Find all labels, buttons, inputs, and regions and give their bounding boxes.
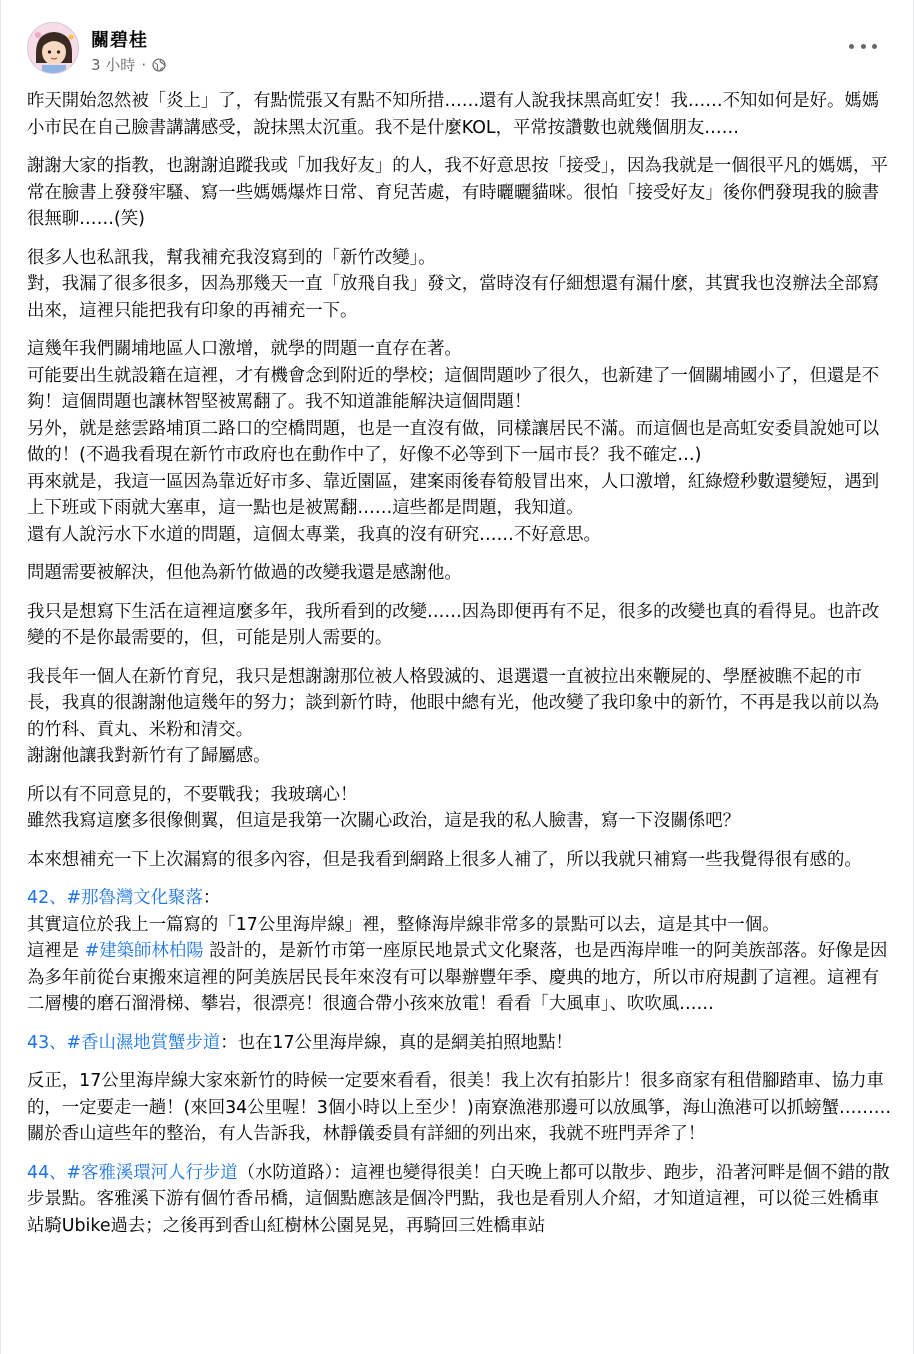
text-line: ： [202,888,221,908]
paragraph [27,599,893,652]
more-options-button[interactable] [849,36,877,56]
text-line: （水防道路）：這裡也變得很美！白天晚上都可以散步、跑步，沿著河畔是個不錯的散步景點。客雅溪下游有個竹香吊橋，這個點應該是個冷門點，我也是看別人介紹，才知道這裡，可以從三姓橋車站騎Ubike過去；之後再到香山紅樹林公園晃晃，再騎回三姓橋車站 [27,1162,890,1236]
avatar-illustration-icon [28,23,79,74]
text-line: 還有人說污水下水道的問題，這個太專業，我真的沒有研究……不好意思。 [27,524,601,545]
paragraph [27,153,893,233]
text-line: 問題需要被解決，但他為新竹做過的改變我還是感謝他。 [27,563,462,583]
hashtag-link[interactable]: #那魯灣文化聚落 [66,888,203,908]
hashtag-link[interactable]: #建築師林柏陽 [84,941,204,961]
more-dot [861,44,866,49]
paragraph [27,782,893,835]
list-item-44 [27,1160,893,1240]
post-meta [91,54,166,75]
text-line: 所以有不同意見的，不要戰我；我玻璃心！ [27,784,358,805]
text-line: 很多人也私訊我，幫我補充我沒寫到的「新竹改變」。 [27,247,436,268]
text-line: 我長年一個人在新竹育兒，我只是想謝謝那位被人格毀滅的、退選還一直被拉出來鞭屍的、學歷被瞧不起的市長，我真的很謝謝他這幾年的努力；談到新竹時，他眼中總有光，他改變了我印象中的新竹，不再是我以前以為的竹科、貢丸、米粉和清交。 [27,666,880,740]
globe-icon[interactable] [152,58,166,72]
paragraph [27,560,893,587]
paragraph [27,1068,893,1148]
text-line: 反正，17公里海岸線大家來新竹的時候一定要來看看，很美！我上次有拍影片！很多商家有租借腳踏車、協力車的，一定要走一趟！(來回34公里喔！3個小時以上至少！)南寮漁港那邊可以放風箏，海山漁港可以抓螃蟹……… [27,1071,892,1118]
hashtag-link[interactable]: #客雅溪環河人行步道 [66,1162,238,1183]
text-line: 謝謝他讓我對新竹有了歸屬感。 [27,746,271,766]
text-line: 這幾年我們關埔地區人口激增，就學的問題一直存在著。 [27,339,462,359]
more-dot [872,44,877,49]
list-item-42 [27,885,893,1018]
post-body [27,88,893,1251]
text-line: 對，我漏了很多很多，因為那幾天一直「放飛自我」發文，當時沒有仔細想還有漏什麼，其實我也沒辦法全部寫出來，這裡只能把我有印象的再補充一下。 [27,274,880,321]
meta-separator: · [141,55,147,74]
text-line: 這裡是 [27,941,85,961]
paragraph [27,336,893,548]
text-line: 再來就是，我這一區因為靠近好市多、靠近園區，建案雨後春筍般冒出來，人口激增，紅綠燈秒數還變短，遇到上下班或下雨就大塞車，這一點也是被罵翻……這些都是問題，我知道。 [27,471,880,518]
post-time[interactable]: 3 小時 [91,56,136,74]
item-number: 44、 [27,1162,67,1183]
paragraph [27,664,893,770]
list-item-43 [27,1030,893,1057]
text-line: 可能要出生就設籍在這裡，才有機會念到附近的學校；這個問題吵了很久，也新建了一個關埔國小了，但還是不夠！這個問題也讓林智堅被罵翻了。我不知道誰能解決這個問題！ [27,365,880,412]
text-line: ：也在17公里海岸線，真的是網美拍照地點！ [220,1032,573,1053]
author-name[interactable]: 關碧桂 [91,30,148,51]
more-dot [849,44,854,49]
avatar[interactable] [27,22,79,74]
paragraph [27,847,893,874]
paragraph [27,245,893,325]
text-line: 另外，就是慈雲路埔頂二路口的空橋問題，也是一直沒有做，同樣讓居民不滿。而這個也是高虹安委員說她可以做的！(不過我看現在新竹市政府也在動作中了，好像不必等到下一屆市長？我不確定…) [27,418,880,465]
text-line: 本來想補充一下上次漏寫的很多內容，但是我看到網路上很多人補了，所以我就只補寫一些我覺得很有感的。 [27,849,862,870]
post-header [27,22,887,78]
text-line: 關於香山這些年的整治，有人告訴我，林靜儀委員有詳細的列出來，我就不班門弄斧了！ [27,1124,706,1144]
item-number: 42、 [27,888,67,908]
text-line: 雖然我寫這麼多很像側翼，但這是我第一次關心政治，這是我的私人臉書，寫一下沒關係吧？ [27,811,741,831]
text-line: 其實這位於我上一篇寫的「17公里海岸線」裡，整條海岸線非常多的景點可以去，這是其中一個。 [27,914,780,935]
text-line: 我只是想寫下生活在這裡這麼多年，我所看到的改變……因為即便再有不足，很多的改變也真的看得見。也許改變的不是你最需要的，但，可能是別人需要的。 [27,601,880,648]
paragraph [27,88,893,141]
text-line: 謝謝大家的指教，也謝謝追蹤我或「加我好友」的人，我不好意思按「接受」，因為我就是一個很平凡的媽媽，平常在臉書上發發牢騷、寫一些媽媽爆炸日常、育兒苦處，有時曬曬貓咪。很怕「接受好友」後你們發現我的臉書很無聊……(笑) [27,156,888,229]
text-line: 昨天開始忽然被「炎上」了，有點慌張又有點不知所措……還有人說我抹黑高虹安！我……不知如何是好。媽媽小市民在自己臉書講講感受，說抹黑太沉重。我不是什麼KOL，平常按讚數也就幾個朋友…… [27,91,880,138]
hashtag-link[interactable]: #香山濕地賞蟹步道 [66,1032,221,1053]
text-line: 設計的，是新竹市第一座原民地景式文化聚落，也是西海岸唯一的阿美族部落。好像是因為多年前從台東搬來這裡的阿美族居民長年來沒有可以舉辦豐年季、慶典的地方，所以市府規劃了這裡。這裡有二層樓的磨石溜滑梯、攀岩，很漂亮！很適合帶小孩來放電！看看「大風車」、吹吹風…… [27,941,888,1014]
item-number: 43、 [27,1032,67,1053]
